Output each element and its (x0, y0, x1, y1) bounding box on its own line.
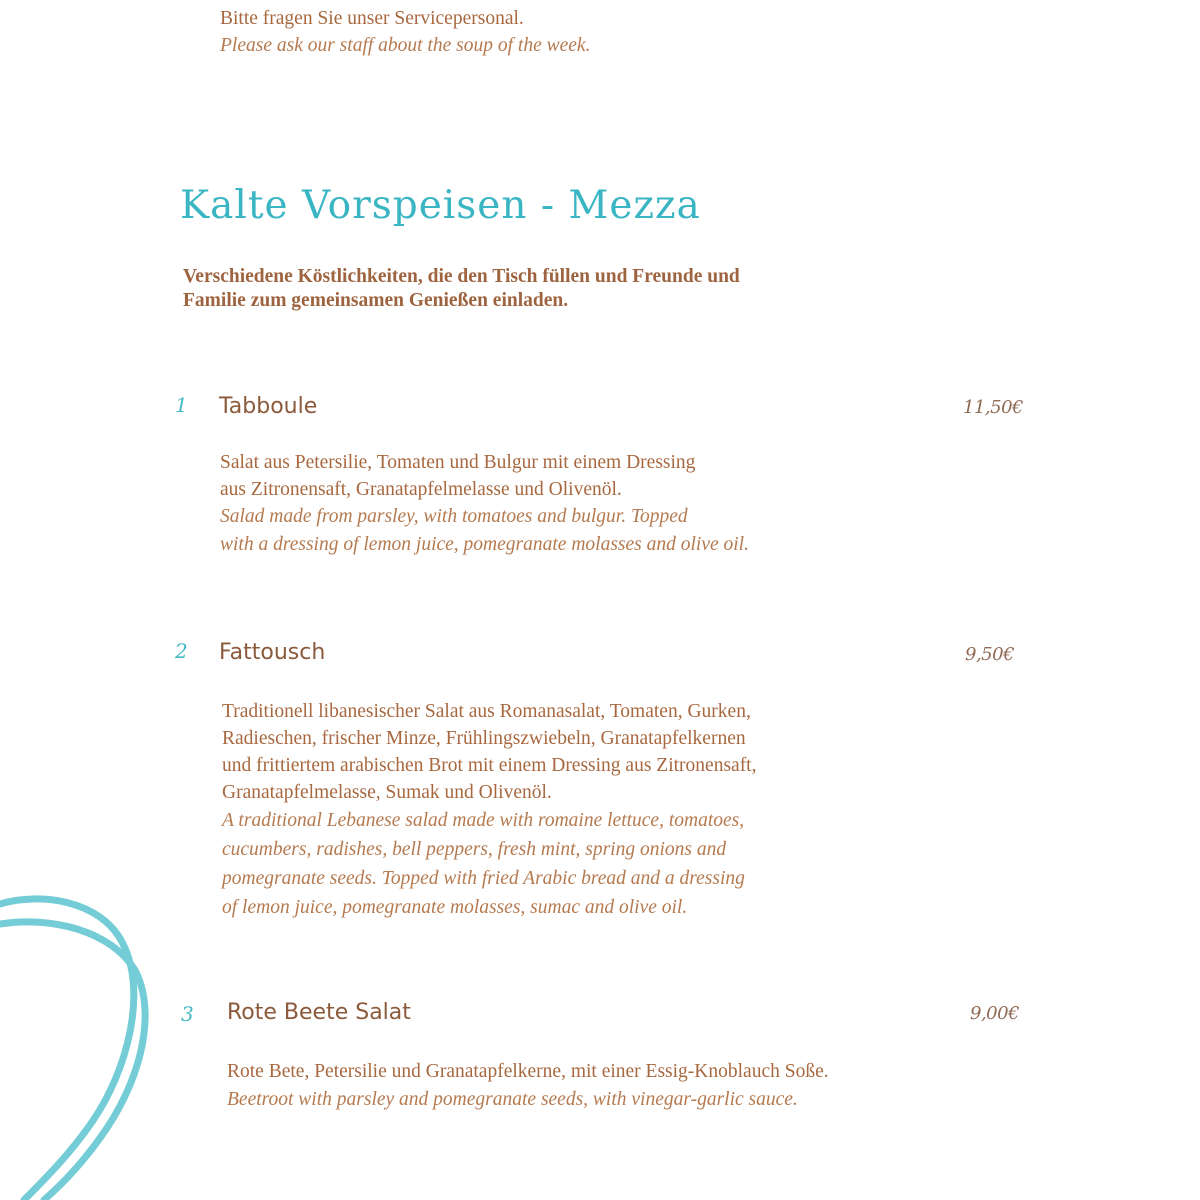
section-intro-line-1: Verschiedene Köstlichkeiten, die den Tisch füllen und Freunde und (183, 266, 740, 287)
item-description-en-line: A traditional Lebanese salad made with romaine lettuce, tomatoes, (222, 810, 745, 831)
item-number: 3 (181, 1002, 194, 1026)
section-title: Kalte Vorspeisen - Mezza (180, 183, 701, 228)
section-intro-line-2: Familie zum gemeinsamen Genießen einladen. (183, 290, 569, 311)
item-description-de-line: Rote Bete, Petersilie und Granatapfelkerne, mit einer Essig-Knoblauch Soße. (227, 1061, 829, 1082)
item-description-en-line: Beetroot with parsley and pomegranate seeds, with vinegar-garlic sauce. (227, 1089, 798, 1110)
item-number: 1 (175, 393, 188, 417)
soup-note-de: Bitte fragen Sie unser Servicepersonal. (220, 8, 524, 29)
item-description-de-line: Traditionell libanesischer Salat aus Romanasalat, Tomaten, Gurken, (222, 701, 751, 722)
item-name: Tabboule (219, 394, 318, 419)
item-price: 11,50€ (963, 397, 1023, 418)
soup-note-en: Please ask our staff about the soup of the week. (220, 35, 591, 56)
item-name: Rote Beete Salat (227, 1000, 411, 1025)
item-name: Fattousch (219, 640, 326, 665)
item-description-en-line: with a dressing of lemon juice, pomegranate molasses and olive oil. (220, 534, 749, 555)
item-description-en-line: of lemon juice, pomegranate molasses, sumac and olive oil. (222, 897, 688, 918)
item-description-en-line: pomegranate seeds. Topped with fried Arabic bread and a dressing (222, 868, 745, 889)
swirl-ornament-icon (0, 860, 200, 1200)
item-price: 9,50€ (965, 644, 1015, 665)
item-price: 9,00€ (970, 1003, 1020, 1024)
item-number: 2 (175, 639, 188, 663)
item-description-en-line: Salad made from parsley, with tomatoes and bulgur. Topped (220, 506, 688, 527)
item-description-de-line: Salat aus Petersilie, Tomaten und Bulgur mit einem Dressing (220, 452, 696, 473)
item-description-de-line: Radieschen, frischer Minze, Frühlingszwiebeln, Granatapfelkernen (222, 728, 746, 749)
item-description-en-line: cucumbers, radishes, bell peppers, fresh mint, spring onions and (222, 839, 727, 860)
item-description-de-line: Granatapfelmelasse, Sumak und Olivenöl. (222, 782, 552, 803)
item-description-de-line: aus Zitronensaft, Granatapfelmelasse und Olivenöl. (220, 479, 622, 500)
item-description-de-line: und frittiertem arabischen Brot mit einem Dressing aus Zitronensaft, (222, 755, 757, 776)
